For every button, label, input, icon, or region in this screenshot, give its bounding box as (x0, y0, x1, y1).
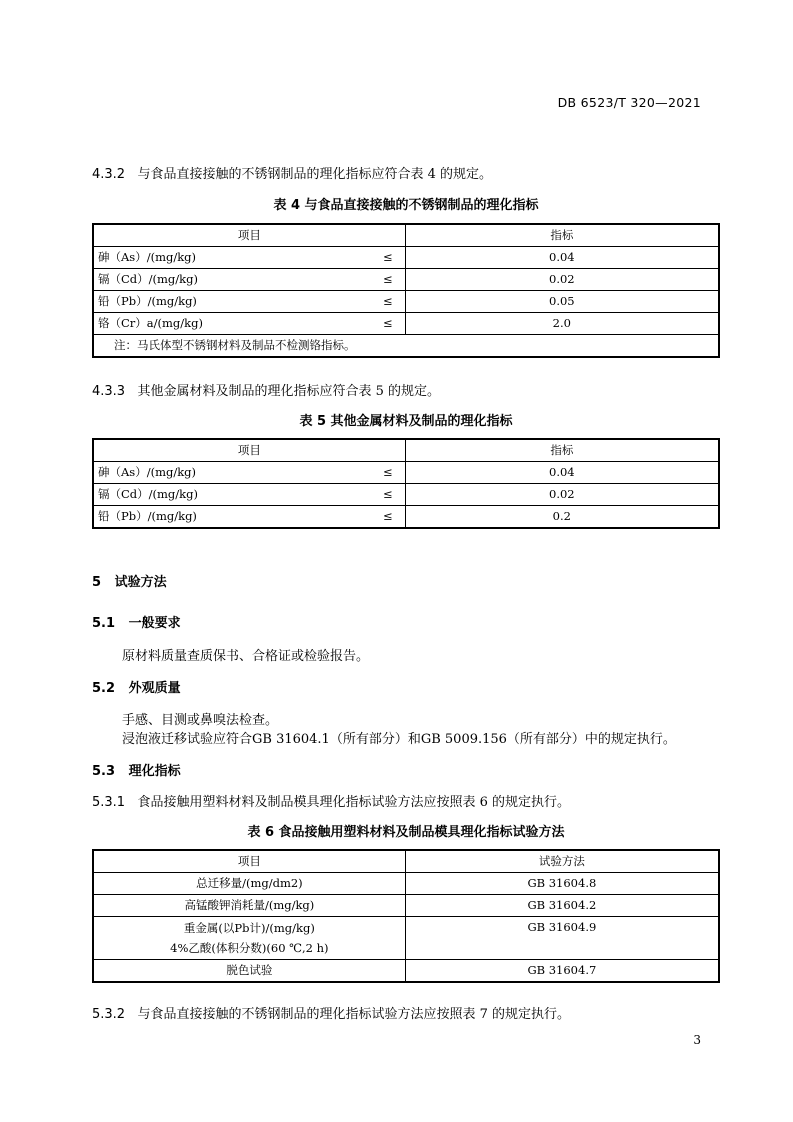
method-cell: GB 31604.7 (405, 960, 719, 983)
clause-4-3-2 (92, 163, 492, 182)
table-row (93, 313, 719, 335)
section-title: 试验方法 (114, 575, 167, 590)
table-6-caption: 表 6 食品接触用塑料材料及制品模具理化指标试验方法 (247, 825, 565, 840)
page-number: 3 (693, 1033, 701, 1047)
table-row (93, 269, 719, 291)
item-cell: 总迁移量/(mg/dm2) (93, 873, 405, 895)
item-cell (93, 484, 405, 506)
header-cell: 指标 (405, 439, 719, 462)
operator: ≤ (383, 250, 393, 264)
table-note-row (93, 335, 719, 358)
clause-5-3-1 (92, 791, 570, 810)
section-number: 5.1 (92, 616, 116, 631)
section-title: 外观质量 (128, 681, 181, 696)
table-row (93, 506, 719, 529)
table-4 (92, 223, 720, 358)
item-cell (93, 462, 405, 484)
value-cell: 0.02 (405, 484, 719, 506)
item-label: 砷（As）/(mg/kg) (98, 465, 197, 479)
clause-4-3-3 (92, 380, 440, 399)
operator: ≤ (383, 487, 393, 501)
item-label: 砷（As）/(mg/kg) (98, 250, 197, 264)
document-id: DB 6523/T 320—2021 (557, 95, 701, 110)
clause-number: 4.3.2 (92, 167, 126, 182)
table-header-row (93, 439, 719, 462)
item-cell (93, 313, 405, 335)
section-number: 5.2 (92, 681, 116, 696)
table-row (93, 484, 719, 506)
table-5-caption: 表 5 其他金属材料及制品的理化指标 (299, 414, 513, 429)
clause-number: 5.3.2 (92, 1007, 126, 1022)
table-header-row (93, 850, 719, 873)
method-cell: GB 31604.8 (405, 873, 719, 895)
header-cell: 项目 (93, 439, 405, 462)
clause-text: 与食品直接接触的不锈钢制品的理化指标应符合表 4 的规定。 (137, 167, 493, 182)
header-cell: 项目 (93, 850, 405, 873)
table-row (93, 960, 719, 983)
section-title: 一般要求 (128, 616, 181, 631)
header-cell: 项目 (93, 224, 405, 247)
clause-text: 食品接触用塑料材料及制品模具理化指标试验方法应按照表 6 的规定执行。 (137, 795, 571, 810)
value-cell: 0.05 (405, 291, 719, 313)
table-5 (92, 438, 720, 529)
section-number: 5.3 (92, 764, 116, 779)
item-cell (93, 506, 405, 529)
operator: ≤ (383, 465, 393, 479)
table-row (93, 247, 719, 269)
section-5-2-body-2: 浸泡液迁移试验应符合GB 31604.1（所有部分）和GB 5009.156（所有部分）中的规定执行。 (122, 732, 676, 747)
table-note: 注：马氏体型不锈钢材料及制品不检测铬指标。 (93, 335, 719, 358)
item-cell (93, 291, 405, 313)
method-cell: GB 31604.2 (405, 895, 719, 917)
operator: ≤ (383, 509, 393, 523)
item-cell: 高锰酸钾消耗量/(mg/kg) (93, 895, 405, 917)
method-cell: GB 31604.9 (405, 917, 719, 960)
table-row (93, 873, 719, 895)
header-cell: 指标 (405, 224, 719, 247)
table-6 (92, 849, 720, 983)
clause-text: 其他金属材料及制品的理化指标应符合表 5 的规定。 (137, 384, 441, 399)
operator: ≤ (383, 316, 393, 330)
table-row (93, 462, 719, 484)
item-label: 铅（Pb）/(mg/kg) (98, 294, 197, 308)
section-5-3-heading (92, 760, 181, 779)
table-row (93, 291, 719, 313)
item-cell (93, 917, 405, 960)
value-cell: 0.2 (405, 506, 719, 529)
clause-number: 5.3.1 (92, 795, 126, 810)
table-header-row (93, 224, 719, 247)
section-5-1-body: 原材料质量查质保书、合格证或检验报告。 (122, 649, 370, 664)
section-number: 5 (92, 575, 102, 590)
section-5-heading (92, 571, 167, 590)
operator: ≤ (383, 294, 393, 308)
value-cell: 0.04 (405, 247, 719, 269)
section-5-1-heading (92, 612, 181, 631)
table-4-caption: 表 4 与食品直接接触的不锈钢制品的理化指标 (273, 198, 539, 213)
section-5-2-body-1: 手感、目测或鼻嗅法检查。 (122, 713, 279, 728)
value-cell: 0.04 (405, 462, 719, 484)
item-cell (93, 269, 405, 291)
header-cell: 试验方法 (405, 850, 719, 873)
item-cell (93, 247, 405, 269)
item-label: 镉（Cd）/(mg/kg) (98, 272, 198, 286)
clause-text: 与食品直接接触的不锈钢制品的理化指标试验方法应按照表 7 的规定执行。 (137, 1007, 571, 1022)
section-title: 理化指标 (128, 764, 181, 779)
clause-5-3-2 (92, 1003, 570, 1022)
section-5-2-heading (92, 677, 181, 696)
table-row (93, 917, 719, 960)
value-cell: 0.02 (405, 269, 719, 291)
item-sub-label: 4%乙酸(体积分数)(60 ℃,2 h) (170, 941, 329, 955)
item-label: 铅（Pb）/(mg/kg) (98, 509, 197, 523)
item-label: 镉（Cd）/(mg/kg) (98, 487, 198, 501)
value-cell: 2.0 (405, 313, 719, 335)
table-row (93, 895, 719, 917)
item-cell: 脱色试验 (93, 960, 405, 983)
item-label: 重金属(以Pb计)/(mg/kg) (183, 921, 315, 935)
operator: ≤ (383, 272, 393, 286)
clause-number: 4.3.3 (92, 384, 126, 399)
item-label: 铬（Cr）a/(mg/kg) (98, 316, 203, 330)
